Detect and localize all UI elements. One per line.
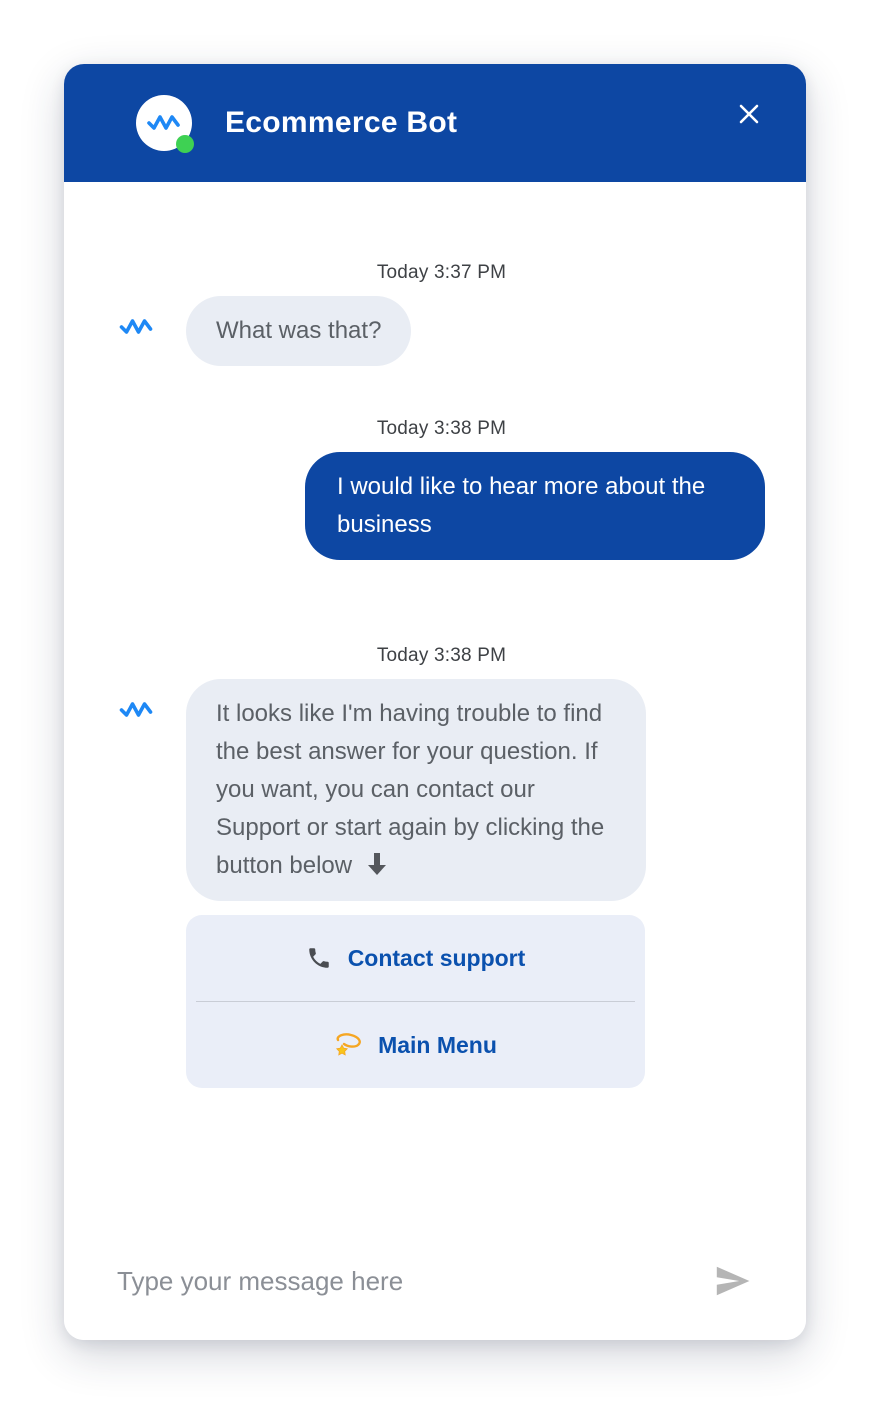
chat-header: [64, 64, 806, 182]
dizzy-star-icon: [334, 1032, 362, 1058]
phone-icon: [306, 945, 332, 971]
close-icon: [734, 99, 764, 129]
bot-message-text: It looks like I'm having trouble to find the best answer for your question. If you want, you can contact our Support or start again by clicking the button below: [216, 700, 605, 879]
bot-zigzag-icon: [118, 699, 155, 726]
chat-widget: [64, 64, 806, 1340]
timestamp: Today 3:38 PM: [376, 418, 507, 439]
composer: [64, 1228, 806, 1340]
contact-support-button[interactable]: [186, 915, 645, 1001]
main-menu-label: Main Menu: [378, 1031, 497, 1058]
online-status-dot: [176, 135, 194, 153]
bot-message-bubble: [186, 679, 646, 901]
timestamp: Today 3:37 PM: [376, 262, 507, 283]
message-list: [64, 182, 806, 1228]
user-message-bubble: I would like to hear more about the business: [305, 452, 765, 560]
message-input[interactable]: [117, 1266, 710, 1297]
timestamp: Today 3:38 PM: [376, 645, 507, 666]
user-message-row: [118, 452, 765, 560]
bot-message-row: [118, 679, 765, 901]
bot-logo-zigzag-icon: [146, 112, 182, 134]
close-button[interactable]: [728, 93, 770, 135]
down-arrow-icon: [365, 851, 389, 877]
main-menu-button[interactable]: [186, 1002, 645, 1088]
bot-zigzag-icon: [118, 316, 155, 343]
contact-support-label: Contact support: [347, 944, 526, 971]
bot-message-bubble: What was that?: [186, 296, 411, 366]
bot-avatar: [136, 95, 192, 151]
chat-title: Ecommerce Bot: [225, 106, 458, 139]
bot-message-row: [118, 296, 765, 366]
quick-reply-panel: [186, 915, 645, 1088]
send-button[interactable]: [710, 1262, 754, 1300]
paper-plane-icon: [710, 1262, 754, 1300]
